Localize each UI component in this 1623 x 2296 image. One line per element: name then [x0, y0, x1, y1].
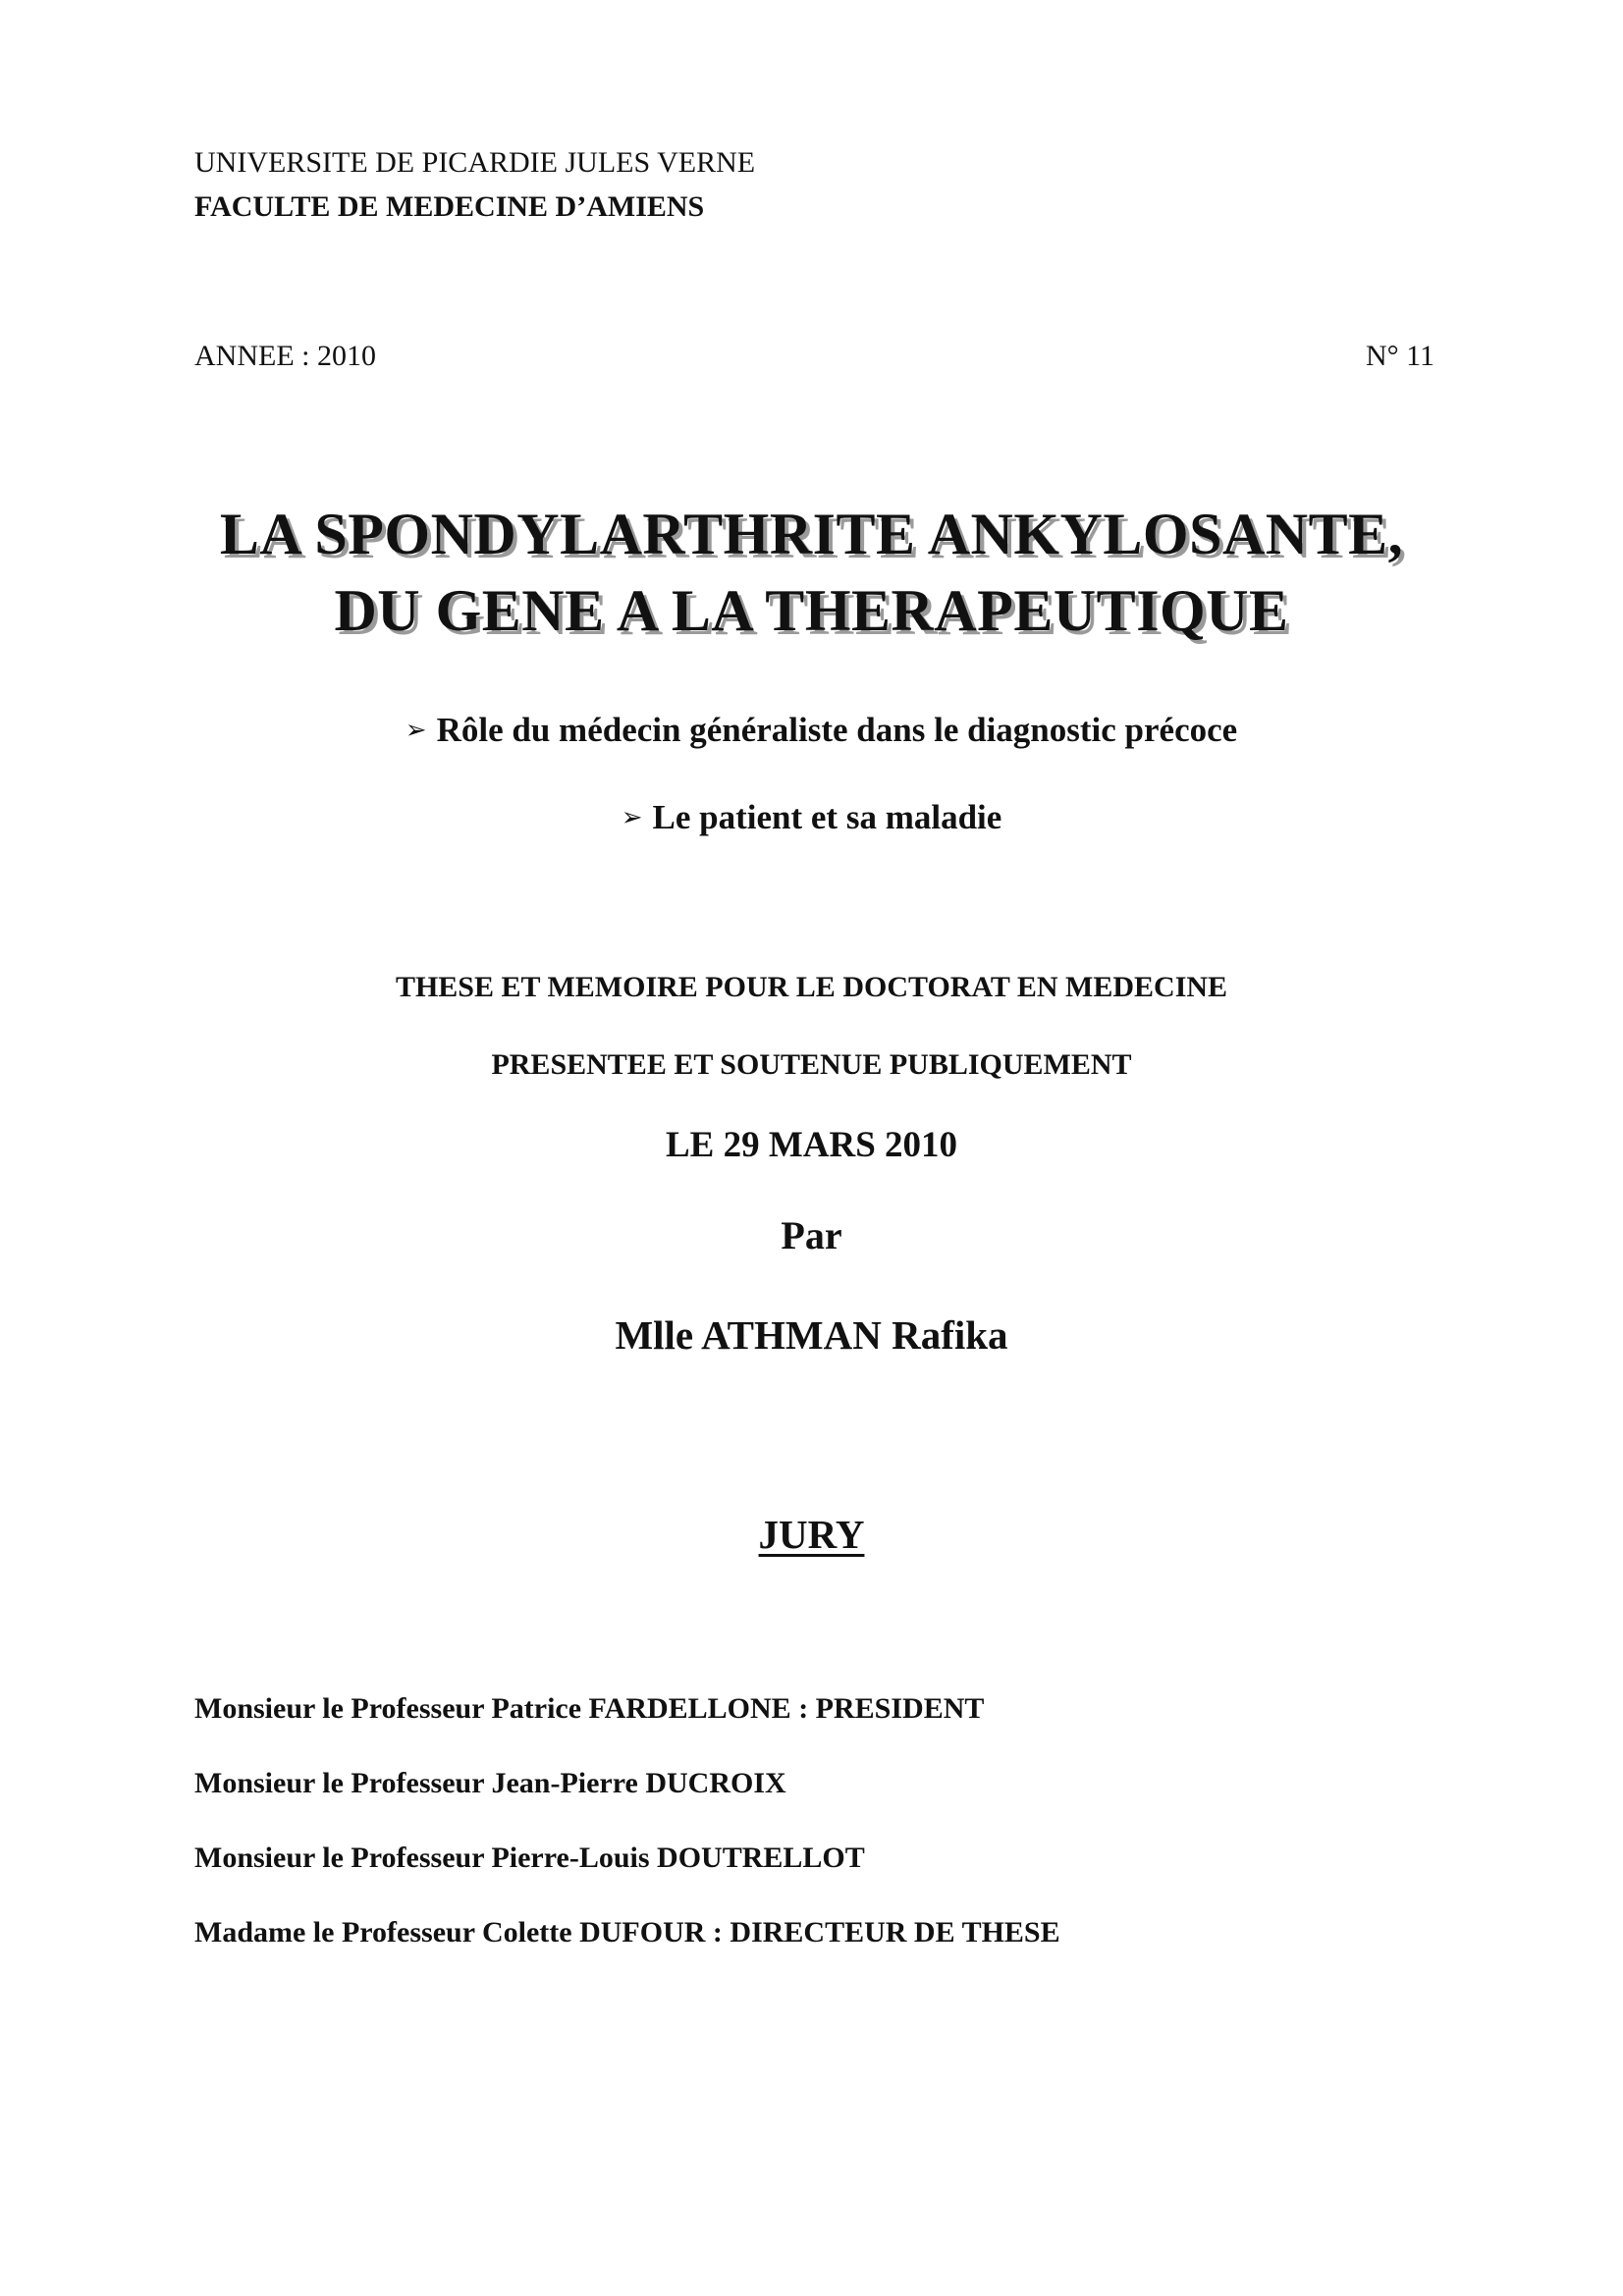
- by-label: Par: [781, 1213, 842, 1257]
- subtopic-text: Le patient et sa maladie: [652, 798, 1002, 836]
- thesis-title: [0, 496, 1623, 649]
- jury-member-list: [194, 1694, 1060, 1993]
- academic-year: ANNEE : 2010: [194, 340, 376, 372]
- jury-member: Madame le Professeur Colette DUFOUR : DIRECTEUR DE THESE: [194, 1916, 1060, 1949]
- presentation-statement: PRESENTEE ET SOUTENUE PUBLIQUEMENT: [491, 1048, 1132, 1081]
- jury-member: Monsieur le Professeur Jean-Pierre DUCROIX: [194, 1767, 786, 1799]
- subtopic-item: [0, 713, 1623, 747]
- jury-heading: [0, 1512, 1623, 1557]
- defense-date: LE 29 MARS 2010: [665, 1125, 958, 1165]
- faculty-name: FACULTE DE MEDECINE D’AMIENS: [194, 190, 705, 223]
- jury-member: Monsieur le Professeur Pierre-Louis DOUTRELLOT: [194, 1842, 865, 1874]
- arrowhead-right-icon: ➢: [621, 803, 643, 832]
- thesis-number: N° 11: [1365, 340, 1434, 372]
- title-line-2: DU GENE A LA THERAPEUTIQUE: [334, 578, 1289, 643]
- author-name: Mlle ATHMAN Rafika: [615, 1312, 1008, 1358]
- subtopic-text: Rôle du médecin généraliste dans le diagnostic précoce: [436, 711, 1238, 749]
- subtopic-item: [0, 800, 1623, 834]
- title-line-1: LA SPONDYLARTHRITE ANKYLOSANTE,: [219, 502, 1404, 566]
- university-name: UNIVERSITE DE PICARDIE JULES VERNE: [194, 146, 756, 179]
- arrowhead-right-icon: ➢: [405, 716, 427, 745]
- thesis-type: THESE ET MEMOIRE POUR LE DOCTORAT EN MEDECINE: [395, 971, 1228, 1003]
- jury-member: Monsieur le Professeur Patrice FARDELLONE : PRESIDENT: [194, 1692, 985, 1725]
- jury-heading-text: JURY: [758, 1512, 865, 1557]
